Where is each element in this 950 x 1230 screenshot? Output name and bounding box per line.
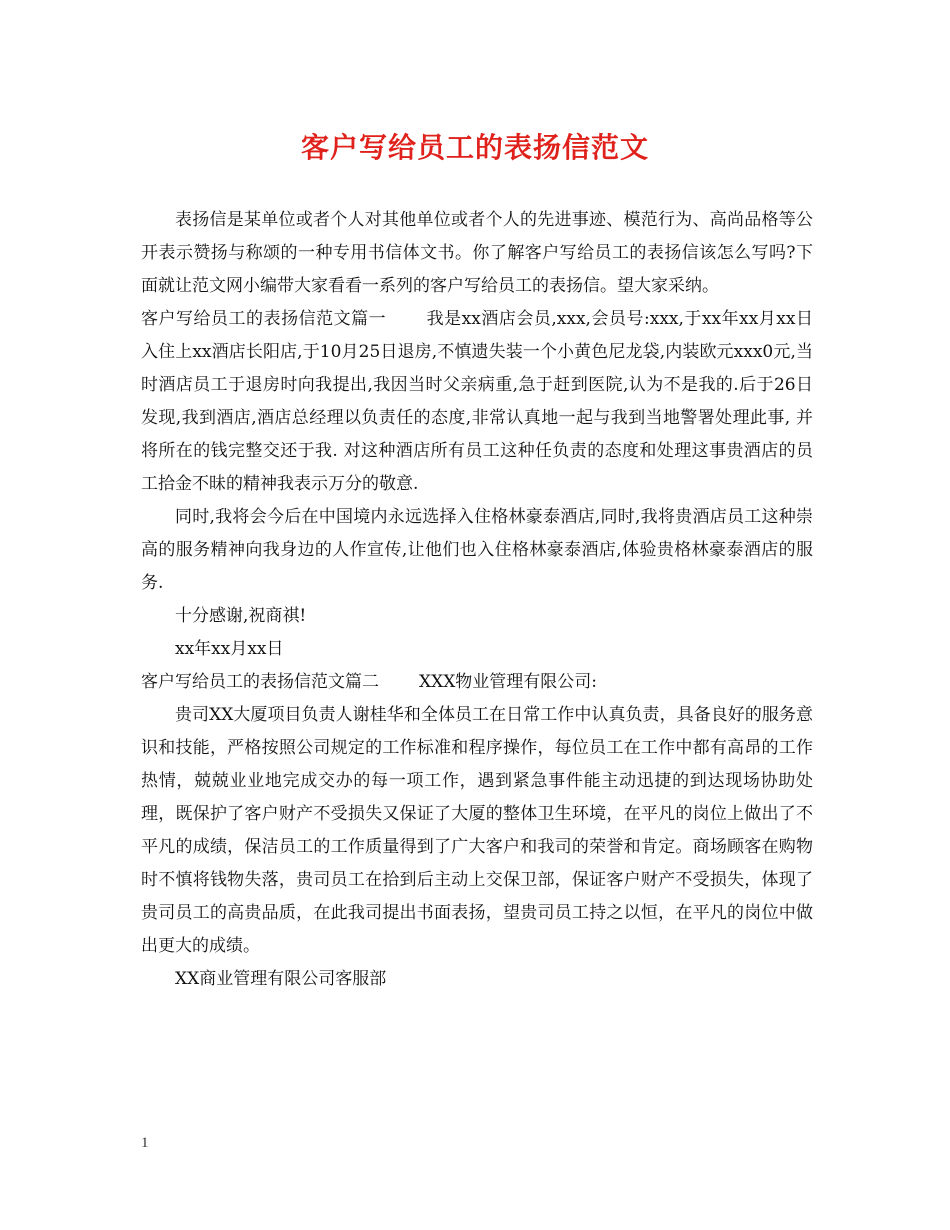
section2-paragraph: 贵司XX大厦项目负责人谢桂华和全体员工在日常工作中认真负责，具备良好的服务意识和技能，严格按照公司规定的工作标准和程序操作，每位员工在工作中都有高昂的工作热情，兢兢业业地完成交办的每一项工作，遇到紧急事件能主动迅捷的到达现场协助处理，既保护了客户财产不受损失又保证了大厦的整体卫生环境，在平凡的岗位上做出了不平凡的成绩，保洁员工的工作质量得到了广大客户和我司的荣誉和肯定。商场顾客在购物时不慎将钱物失落，贵司员工在拾到后主动上交保卫部，保证客户财产不受损失，体现了贵司员工的高贵品质，在此我司提出书面表扬，望贵司员工持之以恒，在平凡的岗位中做出更大的成绩。 [141,705,813,956]
intro-paragraph: 表扬信是某单位或者个人对其他单位或者个人的先进事迹、模范行为、高尚品格等公开表示赞扬与称颂的一种专用书信体文书。你了解客户写给员工的表扬信该怎么写吗?下面就让范文网小编带大家看看一系列的客户写给员工的表扬信。望大家采纳。 [141,210,813,296]
section1-date: xx年xx月xx日 [175,639,284,659]
section2-signature: XX商业管理有限公司客服部 [175,969,387,989]
section1-second-paragraph: 同时,我将会今后在中国境内永远选择入住格林豪泰酒店,同时,我将贵酒店员工这种崇高的服务精神向我身边的人作宣传,让他们也入住格林豪泰酒店,体验贵格林豪泰酒店的服务. [141,507,813,593]
page-number: 1 [141,1135,149,1151]
document-body [141,204,813,996]
section1-heading: 客户写给员工的表扬信范文篇一 [141,309,387,329]
section2-recipient: XXX物业管理有限公司: [419,672,598,692]
section1-paragraph [141,303,813,501]
section1-closing: 十分感谢,祝商祺! [175,606,307,626]
section2-heading: 客户写给员工的表扬信范文篇二 [141,672,379,692]
document-title: 客户写给员工的表扬信范文 [300,131,649,164]
section1-first-paragraph: 我是xx酒店会员,xxx,会员号:xxx,于xx年xx月xx日入住上xx酒店长阳店,于10月25日退房,不慎遗失装一个小黄色尼龙袋,内装欧元xxx0元,当时酒店员工于退房时向我提出,我因当时父亲病重,急于赶到医院,认为不是我的.后于26日发现,我到酒店,酒店总经理以负责任的态度,非常认真地一起与我到当地警署处理此事, 并将所在的钱完整交还于我. 对这种酒店所有员工这种任负责的态度和处理这事贵酒店的员工拾金不昧的精神我表示万分的敬意. [141,309,813,494]
section2-heading-line [141,666,813,699]
